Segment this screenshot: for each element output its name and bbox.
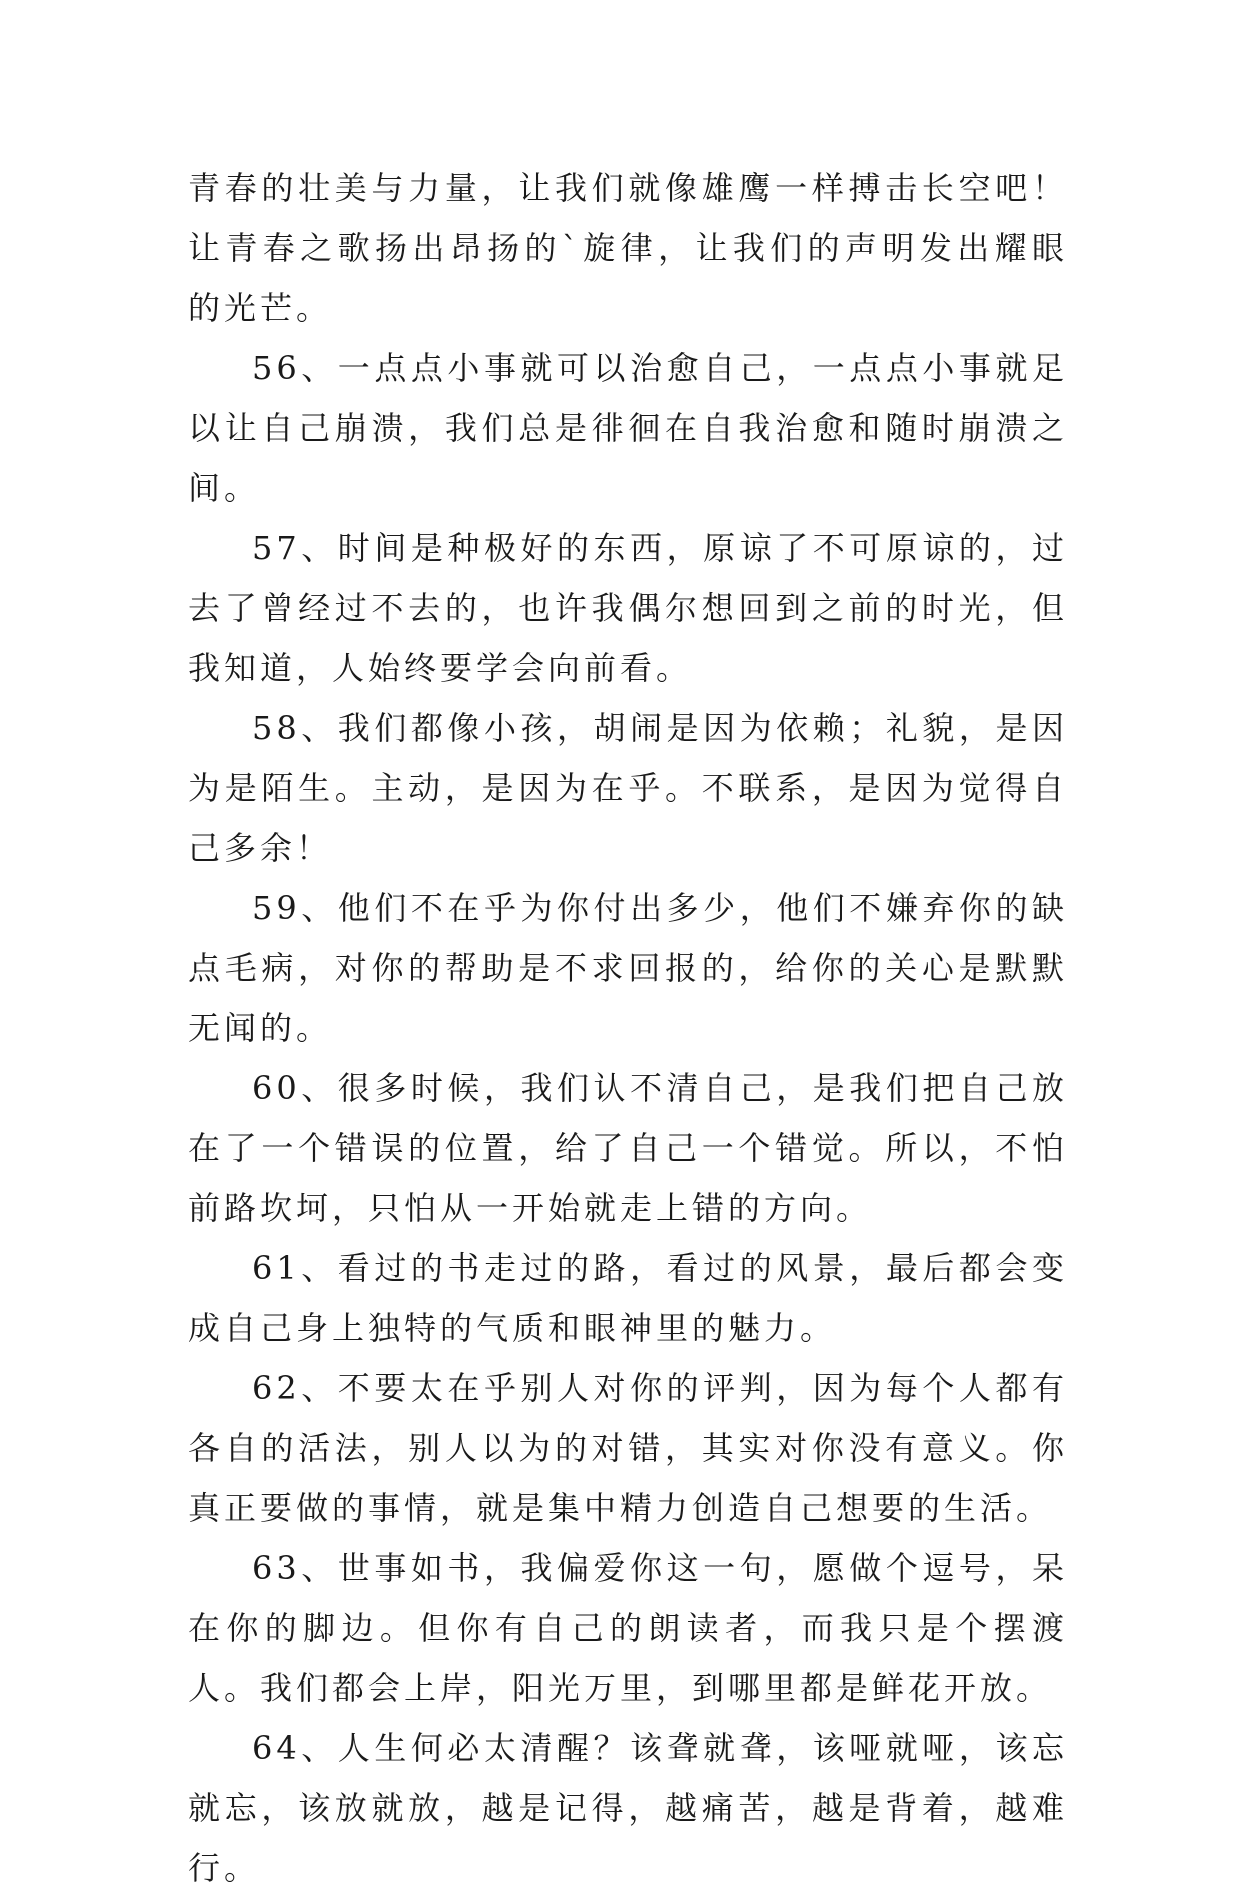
paragraph-58: 58、我们都像小孩，胡闹是因为依赖；礼貌，是因为是陌生。主动，是因为在乎。不联系，是因为觉得自己多余！ — [188, 709, 1068, 867]
paragraph-57: 57、时间是种极好的东西，原谅了不可原谅的，过去了曾经过不去的，也许我偶尔想回到之前的时光，但我知道，人始终要学会向前看。 — [188, 529, 1068, 687]
paragraph-62: 62、不要太在乎别人对你的评判，因为每个人都有各自的活法，别人以为的对错，其实对你没有意义。你真正要做的事情，就是集中精力创造自己想要的生活。 — [188, 1369, 1068, 1527]
paragraph-59: 59、他们不在乎为你付出多少，他们不嫌弃你的缺点毛病，对你的帮助是不求回报的，给你的关心是默默无闻的。 — [188, 889, 1068, 1047]
paragraph-55-continued: 青春的壮美与力量，让我们就像雄鹰一样搏击长空吧！让青春之歌扬出昂扬的`旋律，让我们的声明发出耀眼的光芒。 — [188, 169, 1068, 327]
paragraph-64: 64、人生何必太清醒？该聋就聋，该哑就哑，该忘就忘，该放就放，越是记得，越痛苦，越是背着，越难行。 — [188, 1729, 1068, 1887]
paragraph-63: 63、世事如书，我偏爱你这一句，愿做个逗号，呆在你的脚边。但你有自己的朗读者，而我只是个摆渡人。我们都会上岸，阳光万里，到哪里都是鲜花开放。 — [188, 1549, 1068, 1707]
document-body — [188, 158, 1068, 1898]
paragraph-61: 61、看过的书走过的路，看过的风景，最后都会变成自己身上独特的气质和眼神里的魅力。 — [188, 1249, 1068, 1347]
paragraph-60: 60、很多时候，我们认不清自己，是我们把自己放在了一个错误的位置，给了自己一个错觉。所以，不怕前路坎坷，只怕从一开始就走上错的方向。 — [188, 1069, 1068, 1227]
paragraph-56: 56、一点点小事就可以治愈自己，一点点小事就足以让自己崩溃，我们总是徘徊在自我治愈和随时崩溃之间。 — [188, 349, 1068, 507]
